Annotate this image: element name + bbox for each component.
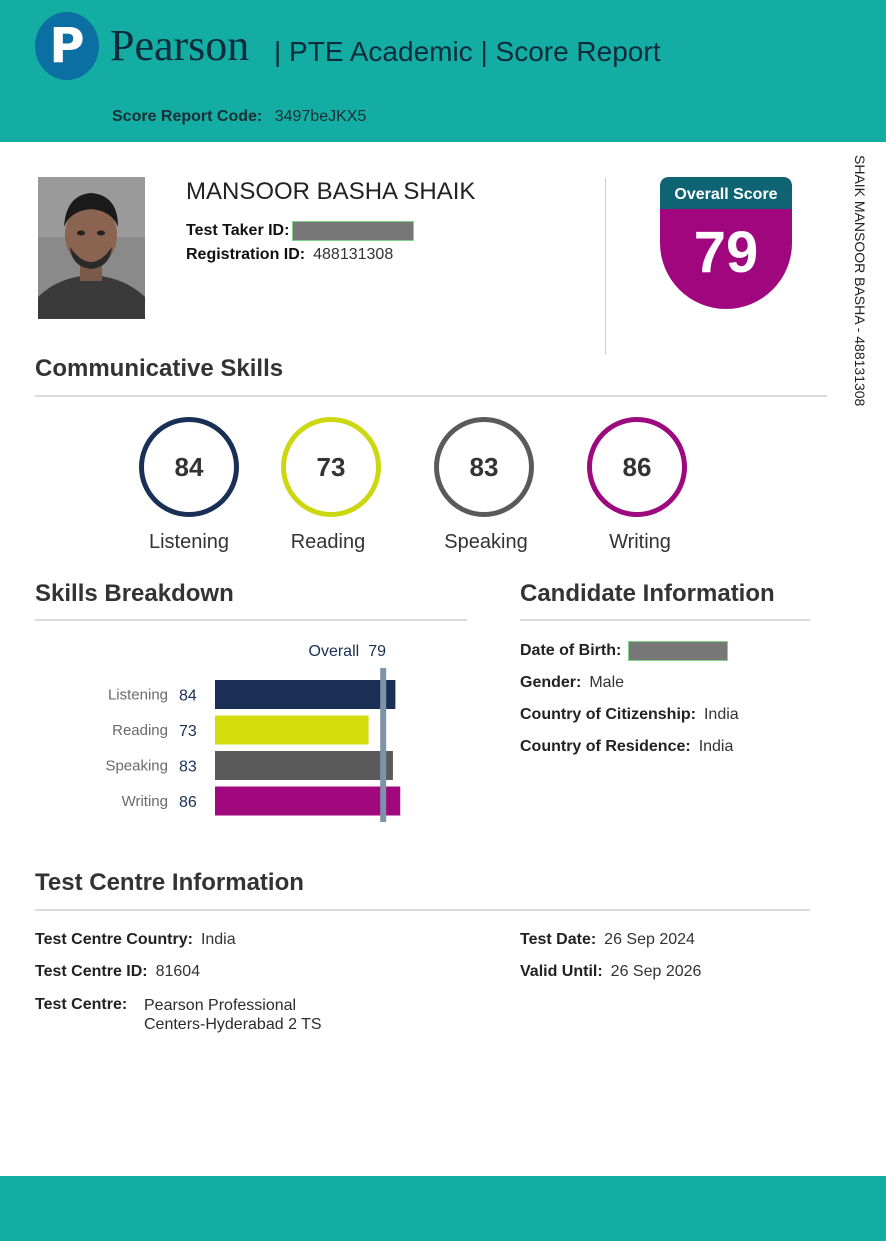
skills-breakdown-title: Skills Breakdown: [35, 580, 234, 607]
skills-breakdown-chart: [35, 630, 467, 830]
listening-bar-label: Listening: [107, 686, 168, 704]
gender-label: Gender:: [520, 674, 582, 691]
test-centre-country-row: [35, 931, 236, 949]
test-centre-line-1: Pearson Professional: [144, 997, 297, 1014]
citizenship-label: Country of Citizenship:: [520, 706, 696, 723]
communicative-skills-rule: [35, 395, 827, 397]
candidate-name: MANSOOR BASHA SHAIK: [186, 178, 476, 205]
valid-until-row: [520, 963, 701, 981]
test-centre-line-2: Centers-Hyderabad 2 TS: [144, 1016, 322, 1033]
overall-reference-value: 79: [368, 643, 386, 660]
date-of-birth-label: Date of Birth:: [520, 642, 622, 660]
listening-label: Listening: [148, 531, 230, 553]
test-centre-country-label: Test Centre Country:: [35, 931, 193, 948]
speaking-bar: [215, 751, 393, 780]
side-vertical-text: SHAIK MANSOOR BASHA - 488131308: [852, 155, 868, 407]
test-centre-id-row: [35, 963, 200, 981]
skills-breakdown-rule: [35, 619, 467, 621]
test-date-row: [520, 931, 695, 949]
test-centre-rule: [35, 909, 810, 911]
reading-score-ring: 73: [281, 417, 381, 517]
test-centre-label: Test Centre:: [35, 996, 128, 1013]
speaking-label: Speaking: [444, 531, 528, 553]
test-centre-id-value: 81604: [155, 963, 201, 980]
overall-score-badge: [660, 177, 792, 309]
date-of-birth-redaction: [628, 641, 728, 661]
reading-label: Reading: [290, 531, 366, 553]
test-centre-value: [144, 996, 322, 1034]
citizenship-value: India: [703, 706, 739, 723]
residence-value: India: [698, 738, 734, 755]
writing-bar-value: 86: [179, 794, 197, 811]
registration-id-row: [186, 246, 393, 264]
overall-reference-label: Overall: [308, 643, 360, 660]
registration-id-label: Registration ID:: [186, 246, 306, 263]
candidate-photo: [38, 177, 145, 319]
candidate-information-title: Candidate Information: [520, 580, 775, 607]
overall-score-value: 79: [693, 220, 759, 285]
brand-name: Pearson: [110, 21, 250, 70]
communicative-skills-title: Communicative Skills: [35, 355, 284, 382]
overall-score-label: Overall Score: [674, 186, 778, 203]
citizenship-row: [520, 706, 739, 724]
overall-reference-line: [380, 668, 386, 822]
test-taker-id-label: Test Taker ID:: [186, 222, 290, 240]
header-band: [0, 0, 886, 142]
valid-until-value: 26 Sep 2026: [610, 963, 702, 980]
gender-row: [520, 674, 624, 692]
speaking-score-ring: 83: [434, 417, 534, 517]
writing-score-ring: 86: [587, 417, 687, 517]
test-centre-row: [35, 996, 127, 1014]
test-date-label: Test Date:: [520, 931, 597, 948]
pearson-logo-icon: P: [35, 12, 99, 80]
test-centre-id-label: Test Centre ID:: [35, 963, 148, 980]
writing-bar: [215, 787, 400, 816]
test-centre-title: Test Centre Information: [35, 869, 304, 896]
gender-value: Male: [589, 674, 625, 691]
listening-score-ring: 84: [139, 417, 239, 517]
header-divider: [605, 178, 606, 354]
test-date-value: 26 Sep 2024: [604, 931, 695, 948]
writing-label: Writing: [609, 531, 671, 553]
reading-bar-label: Reading: [112, 722, 168, 739]
speaking-bar-value: 83: [179, 758, 197, 776]
registration-id-value: 488131308: [313, 246, 394, 263]
writing-bar-label: Writing: [121, 793, 168, 810]
speaking-bar-label: Speaking: [105, 757, 168, 775]
valid-until-label: Valid Until:: [520, 963, 603, 980]
residence-row: [520, 738, 733, 756]
test-centre-country-value: India: [200, 931, 236, 948]
score-report-code-row: [112, 108, 366, 126]
score-report-code-label: Score Report Code:: [112, 108, 263, 125]
listening-bar-value: 84: [179, 687, 197, 705]
residence-label: Country of Residence:: [520, 738, 691, 755]
candidate-information-rule: [520, 619, 810, 621]
report-title: | PTE Academic | Score Report: [274, 36, 661, 67]
date-of-birth-row: [520, 641, 728, 661]
test-taker-id-redaction: [292, 221, 414, 241]
score-report-code-value: 3497beJKX5: [274, 108, 367, 125]
footer-band: [0, 1176, 886, 1241]
reading-bar-value: 73: [179, 723, 197, 740]
test-taker-id-row: [186, 221, 414, 241]
listening-bar: [215, 680, 395, 709]
reading-bar: [215, 716, 369, 745]
